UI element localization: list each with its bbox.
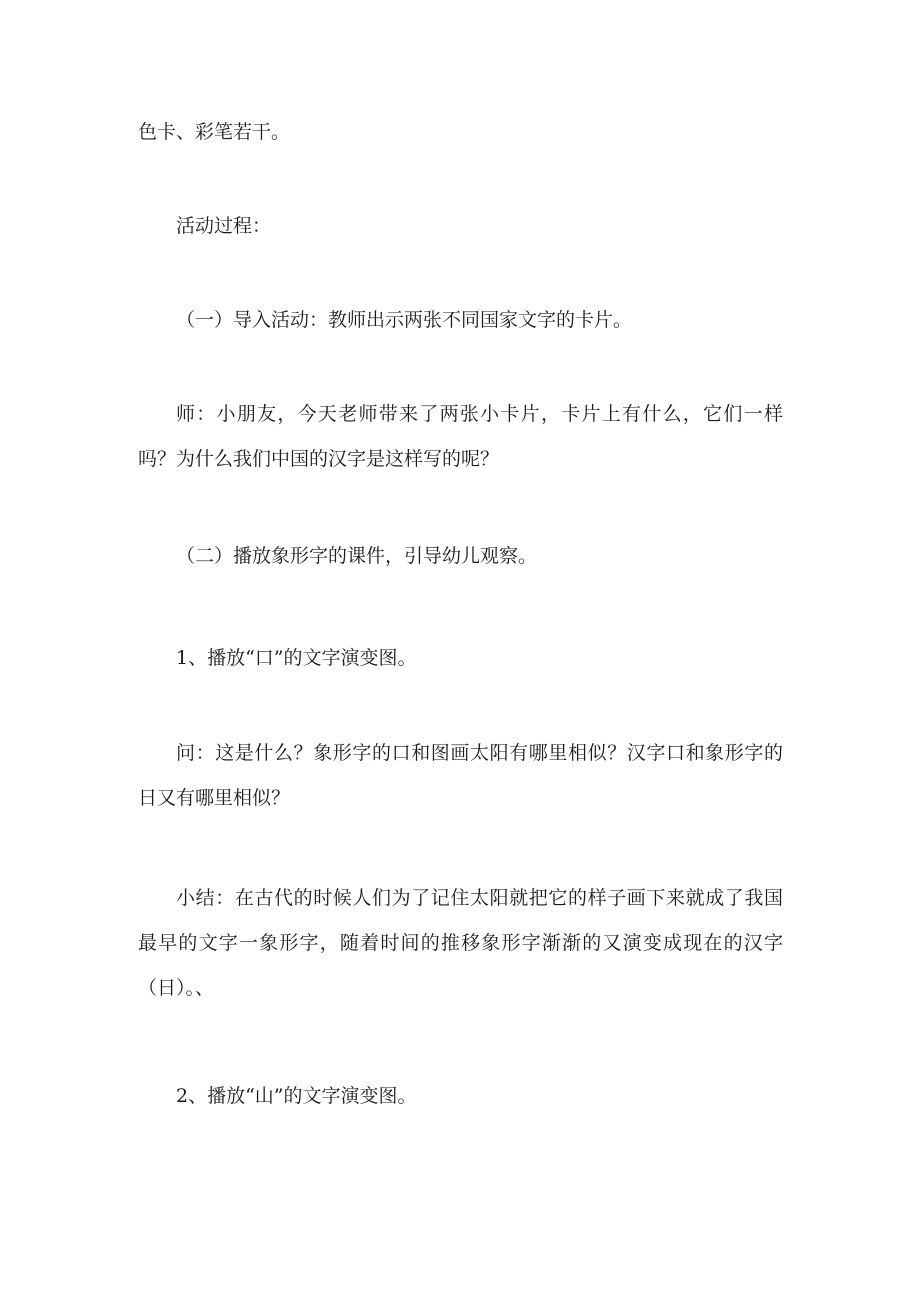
paragraph-ask: 问：这是什么？象形字的口和图画太阳有哪里相似？汉字口和象形字的日又有哪里相似？ (138, 742, 783, 809)
paragraph-summary: 小结：在古代的时候人们为了记住太阳就把它的样子画下来就成了我国最早的文字一象形字，随着时间的推移象形字渐渐的又演变成现在的汉字（日）。、 (138, 887, 783, 999)
paragraph-section-one: （一）导入活动：教师出示两张不同国家文字的卡片。 (176, 309, 633, 331)
paragraph-step-one: 1、播放“口”的文字演变图。 (176, 647, 417, 669)
paragraph-teacher-question: 师：小朋友，今天老师带来了两张小卡片，卡片上有什么，它们一样吗？为什么我们中国的汉字是这样写的呢？ (138, 403, 783, 470)
paragraph-materials: 色卡、彩笔若干。 (138, 121, 291, 143)
paragraph-step-two: 2、播放“山”的文字演变图。 (176, 1085, 417, 1107)
paragraph-activity-process: 活动过程： (176, 215, 272, 237)
paragraph-section-two: （二）播放象形字的课件，引导幼儿观察。 (176, 545, 538, 567)
